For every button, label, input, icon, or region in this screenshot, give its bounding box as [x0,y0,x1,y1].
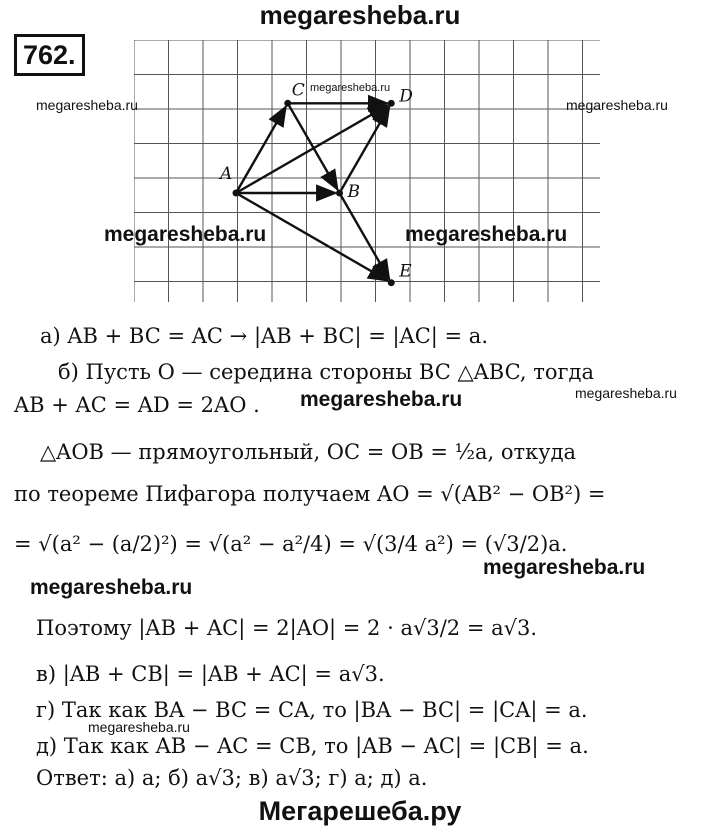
solution-line-b2: AB + AC = AD = 2AO . [14,393,260,417]
vector-diagram [134,40,600,302]
watermark: megaresheba.ru [483,556,646,579]
point-label-E: E [399,261,412,282]
watermark: megaresheba.ru [566,97,668,113]
watermark: megaresheba.ru [36,97,138,113]
watermark: megaresheba.ru [88,719,190,735]
vector-CB [288,103,338,189]
watermark: megaresheba.ru [575,385,677,401]
point-D [388,100,395,107]
solution-line-b3: △AOB — прямоугольный, OC = OB = ½a, откуда [40,440,577,464]
solution-line-b4: по теореме Пифагора получаем AO = √(AB² − OB²) = [14,482,606,506]
point-E [388,279,395,286]
solution-line-g: г) Так как BA − BC = CA, то |BA − BC| = |CA| = a. [36,698,588,722]
point-B [336,190,343,197]
solution-line-v: в) |AB + CB| = |AB + AC| = a√3. [36,662,385,686]
grid [134,40,600,302]
answer-line: Ответ: а) a; б) a√3; в) a√3; г) a; д) a. [36,766,428,790]
site-header: megaresheba.ru [259,0,461,30]
solution-line-d: д) Так как AB − AC = CB, то |AB − AC| = |CB| = a. [36,734,589,758]
solution-line-b6: Поэтому |AB + AC| = 2|AO| = 2 · a√3/2 = a√3. [36,616,538,640]
vector-AC [236,107,286,193]
point-label-D: D [399,86,413,107]
point-A [233,190,240,197]
solution-line-b1: б) Пусть O — середина стороны BC △ABC, тогда [58,360,594,384]
watermark: megaresheba.ru [310,82,391,94]
solution-line-b5: = √(a² − (a/2)²) = √(a² − a²/4) = √(3/4 a²) = (√3/2)a. [14,532,568,556]
points [218,80,413,286]
vectors [236,103,389,280]
point-label-C: C [291,80,305,101]
problem-number: 762. [14,34,85,76]
watermark: megaresheba.ru [405,223,568,246]
point-C [284,100,291,107]
watermark: megaresheba.ru [300,388,463,411]
site-footer: Мегарешеба.ру [258,796,462,826]
watermark: megaresheba.ru [30,576,193,599]
point-label-B: B [347,182,360,202]
watermark: megaresheba.ru [104,223,267,246]
solution-line-a: а) AB + BC = AC → |AB + BC| = |AC| = a. [40,324,489,348]
point-label-A: A [220,164,233,184]
